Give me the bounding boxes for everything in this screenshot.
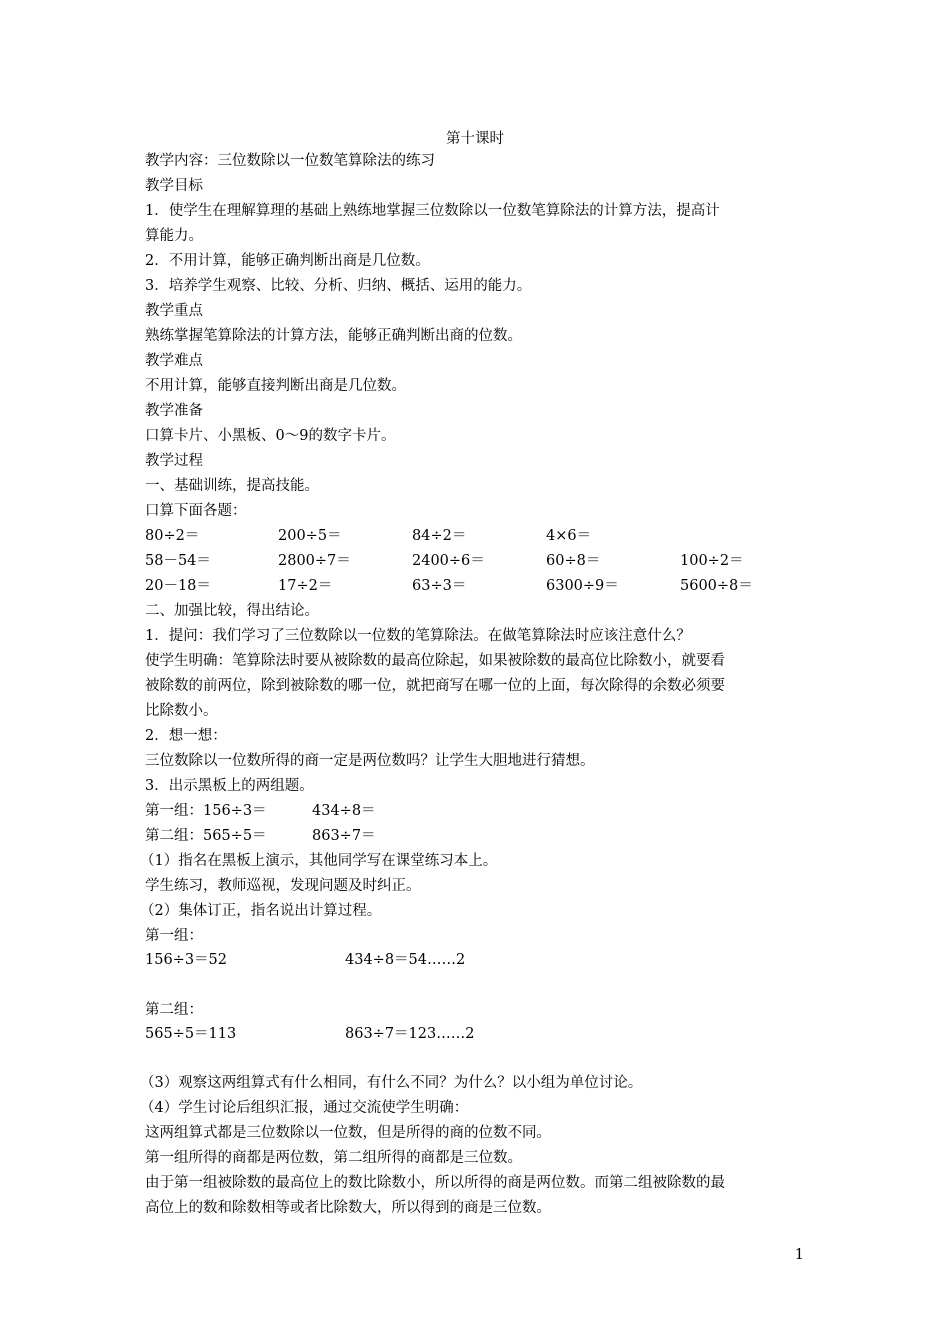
question-2: 2．想一想： (145, 728, 227, 744)
difficulty-text: 不用计算，能够直接判断出商是几位数。 (145, 378, 406, 394)
group-2-expr-a: 第二组：565÷5＝ (145, 828, 267, 844)
conclusion-3-line-b: 高位上的数和除数相等或者比除数大，所以得到的商是三位数。 (145, 1200, 551, 1216)
oral-intro: 口算下面各题： (145, 503, 247, 519)
oral-cell: 4×6＝ (546, 528, 592, 544)
group-1-expr-a: 第一组：156÷3＝ (145, 803, 267, 819)
oral-cell: 20－18＝ (145, 578, 211, 594)
goals-heading: 教学目标 (145, 178, 203, 194)
difficulty-heading: 教学难点 (145, 353, 203, 369)
step-3: （3）观察这两组算式有什么相同，有什么不同？为什么？以小组为单位讨论。 (140, 1075, 643, 1091)
key-heading: 教学重点 (145, 303, 203, 319)
content-line: 教学内容：三位数除以一位数笔算除法的练习 (145, 153, 435, 169)
key-text: 熟练掌握笔算除法的计算方法，能够正确判断出商的位数。 (145, 328, 522, 344)
oral-cell: 17÷2＝ (278, 578, 333, 594)
oral-cell: 60÷8＝ (546, 553, 601, 569)
step-1-detail: 学生练习，教师巡视，发现问题及时纠正。 (145, 878, 421, 894)
group-2-answer-b: 863÷7＝123……2 (345, 1026, 475, 1042)
section-2-heading: 二、加强比较，得出结论。 (145, 603, 319, 619)
answer-1-line-c: 比除数小。 (145, 703, 218, 719)
question-3: 3．出示黑板上的两组题。 (145, 778, 314, 794)
prep-heading: 教学准备 (145, 403, 203, 419)
group-1-answer-a: 156÷3＝52 (145, 952, 228, 968)
oral-cell: 6300÷9＝ (546, 578, 619, 594)
question-1: 1．提问：我们学习了三位数除以一位数的笔算除法。在做笔算除法时应该注意什么？ (145, 628, 691, 644)
step-1: （1）指名在黑板上演示，其他同学写在课堂练习本上。 (140, 853, 498, 869)
process-heading: 教学过程 (145, 453, 203, 469)
oral-cell: 84÷2＝ (412, 528, 467, 544)
question-2-text: 三位数除以一位数所得的商一定是两位数吗？让学生大胆地进行猜想。 (145, 753, 595, 769)
page-title: 第十课时 (446, 131, 504, 147)
answer-1-line-a: 使学生明确：笔算除法时要从被除数的最高位除起，如果被除数的最高位比除数小，就要看 (145, 653, 725, 669)
group-1-expr-b: 434÷8＝ (312, 803, 376, 819)
section-1-heading: 一、基础训练，提高技能。 (145, 478, 319, 494)
step-4: （4）学生讨论后组织汇报，通过交流使学生明确： (140, 1100, 469, 1116)
conclusion-1: 这两组算式都是三位数除以一位数，但是所得的商的位数不同。 (145, 1125, 551, 1141)
prep-text: 口算卡片、小黑板、0～9的数字卡片。 (145, 428, 396, 444)
oral-cell: 63÷3＝ (412, 578, 467, 594)
step-2: （2）集体订正，指名说出计算过程。 (140, 903, 382, 919)
group-1-heading: 第一组： (145, 928, 203, 944)
oral-cell: 58－54＝ (145, 553, 211, 569)
conclusion-3-line-a: 由于第一组被除数的最高位上的数比除数小，所以所得的商是两位数。而第二组被除数的最 (145, 1175, 725, 1191)
oral-cell: 100÷2＝ (680, 553, 744, 569)
group-2-answer-a: 565÷5＝113 (145, 1026, 237, 1042)
conclusion-2: 第一组所得的商都是两位数，第二组所得的商都是三位数。 (145, 1150, 522, 1166)
answer-1-line-b: 被除数的前两位，除到被除数的哪一位，就把商写在哪一位的上面，每次除得的余数必须要 (145, 678, 725, 694)
oral-cell: 200÷5＝ (278, 528, 342, 544)
oral-cell: 2800÷7＝ (278, 553, 351, 569)
oral-cell: 2400÷6＝ (412, 553, 485, 569)
goal-3: 3．培养学生观察、比较、分析、归纳、概括、运用的能力。 (145, 278, 532, 294)
goal-1-line-b: 算能力。 (145, 228, 203, 244)
goal-2: 2．不用计算，能够正确判断出商是几位数。 (145, 253, 430, 269)
group-2-expr-b: 863÷7＝ (312, 828, 376, 844)
page-number: 1 (794, 1247, 804, 1263)
group-1-answer-b: 434÷8＝54……2 (345, 952, 466, 968)
oral-cell: 5600÷8＝ (680, 578, 753, 594)
goal-1-line-a: 1．使学生在理解算理的基础上熟练地掌握三位数除以一位数笔算除法的计算方法，提高计 (145, 203, 720, 219)
group-2-heading: 第二组： (145, 1002, 203, 1018)
oral-cell: 80÷2＝ (145, 528, 200, 544)
